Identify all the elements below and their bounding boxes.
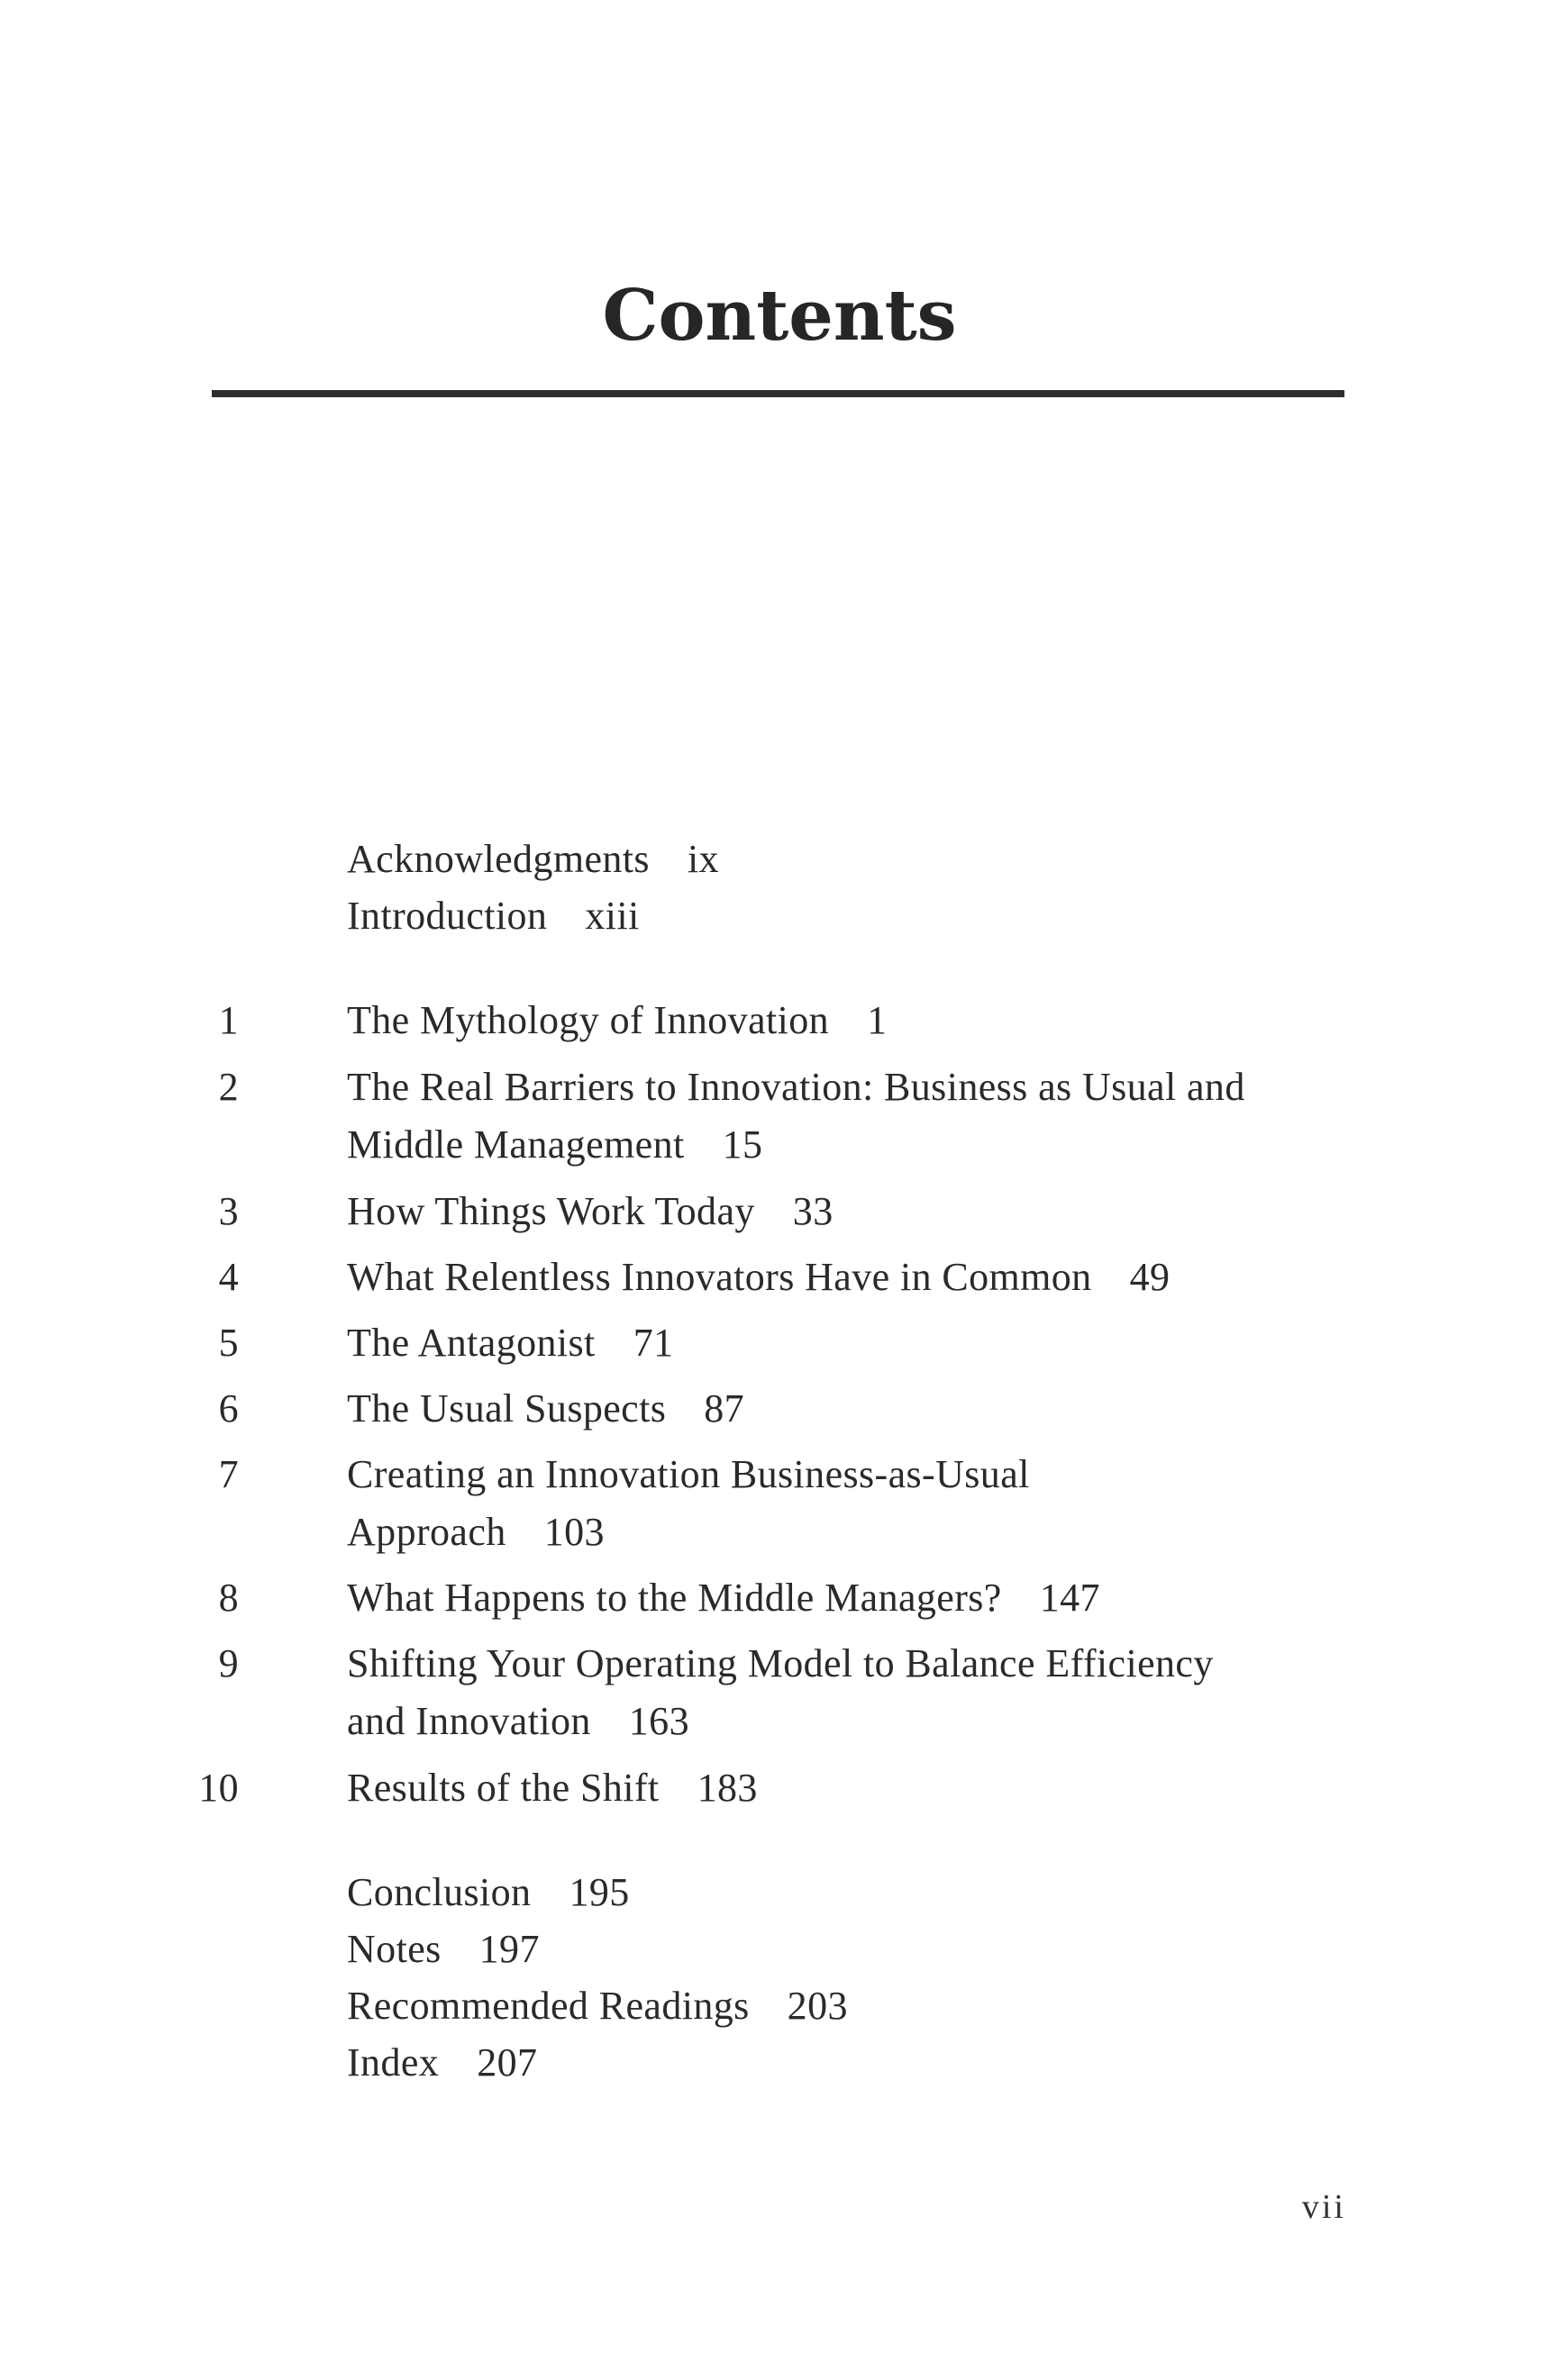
toc-entry-chapter-9[interactable]	[218, 1635, 1383, 1750]
chapter-number: 2	[218, 1065, 239, 1109]
chapter-number: 10	[198, 1766, 239, 1810]
chapter-number: 1	[218, 998, 239, 1042]
entry-title-line-1: The Real Barriers to Innovation: Business as Usual and	[347, 1065, 1245, 1109]
toc-entry-chapter-4[interactable]	[218, 1249, 1383, 1306]
toc-entry-chapter-10[interactable]	[198, 1759, 1383, 1817]
entry-page: xiii	[585, 894, 640, 938]
chapter-number: 5	[218, 1321, 239, 1365]
title-rule	[212, 390, 1344, 397]
entry-page: 207	[477, 2040, 538, 2085]
toc-entry-acknowledgments[interactable]	[347, 831, 1383, 888]
entry-page: 147	[1039, 1576, 1100, 1620]
entry-page: 183	[697, 1766, 758, 1810]
entry-title: The Antagonist	[347, 1321, 596, 1365]
toc-entry-chapter-6[interactable]	[218, 1380, 1383, 1438]
toc-entry-chapter-1[interactable]	[218, 992, 1383, 1049]
entry-page: 103	[543, 1510, 605, 1554]
toc-entry-notes[interactable]	[347, 1921, 1383, 1978]
entry-page: 197	[478, 1927, 540, 1971]
entry-page: 163	[628, 1699, 689, 1743]
toc-entry-index[interactable]	[347, 2034, 1383, 2092]
entry-page: 195	[569, 1870, 630, 1914]
toc-entry-conclusion[interactable]	[347, 1864, 1383, 1921]
entry-page: 15	[722, 1122, 763, 1167]
page-folio: vii	[1301, 2188, 1346, 2226]
entry-title: Notes	[347, 1927, 442, 1971]
chapter-number: 7	[218, 1452, 239, 1496]
entry-page: ix	[687, 837, 719, 881]
entry-title: Results of the Shift	[347, 1766, 660, 1810]
entry-title: Recommended Readings	[347, 1984, 750, 2028]
toc-entry-chapter-3[interactable]	[218, 1183, 1383, 1240]
entry-title: How Things Work Today	[347, 1189, 755, 1233]
chapter-number: 3	[218, 1189, 239, 1233]
entry-page: 49	[1129, 1255, 1171, 1299]
entry-title: The Mythology of Innovation	[347, 998, 830, 1042]
entry-title-line-1: Shifting Your Operating Model to Balance Efficiency	[347, 1641, 1214, 1685]
toc-entry-chapter-8[interactable]	[218, 1569, 1383, 1627]
entry-title: Conclusion	[347, 1870, 532, 1914]
entry-title: Introduction	[347, 894, 548, 938]
chapter-number: 4	[218, 1255, 239, 1299]
entry-title: Index	[347, 2040, 440, 2085]
toc-entry-introduction[interactable]	[347, 887, 1383, 945]
toc-entry-chapter-2[interactable]	[218, 1058, 1383, 1174]
entry-page: 203	[787, 1984, 848, 2028]
toc-entry-chapter-7[interactable]	[218, 1446, 1383, 1561]
entry-title-line-2: and Innovation	[347, 1699, 591, 1743]
page-title: Contents	[602, 275, 957, 357]
chapter-number: 8	[218, 1576, 239, 1620]
entry-title-line-1: Creating an Innovation Business-as-Usual	[347, 1452, 1030, 1496]
entry-page: 71	[633, 1321, 674, 1365]
entry-title-line-2: Middle Management	[347, 1122, 685, 1167]
toc-entry-recommended-readings[interactable]	[347, 1977, 1383, 2035]
chapter-number: 9	[218, 1641, 239, 1685]
chapter-number: 6	[218, 1386, 239, 1431]
entry-page: 33	[792, 1189, 834, 1233]
entry-title: What Relentless Innovators Have in Common	[347, 1255, 1092, 1299]
entry-page: 1	[867, 998, 888, 1042]
entry-title: What Happens to the Middle Managers?	[347, 1576, 1002, 1620]
entry-title: Acknowledgments	[347, 837, 650, 881]
toc-entry-chapter-5[interactable]	[218, 1314, 1383, 1372]
entry-title-line-2: Approach	[347, 1510, 506, 1554]
entry-title: The Usual Suspects	[347, 1386, 667, 1431]
entry-page: 87	[704, 1386, 745, 1431]
